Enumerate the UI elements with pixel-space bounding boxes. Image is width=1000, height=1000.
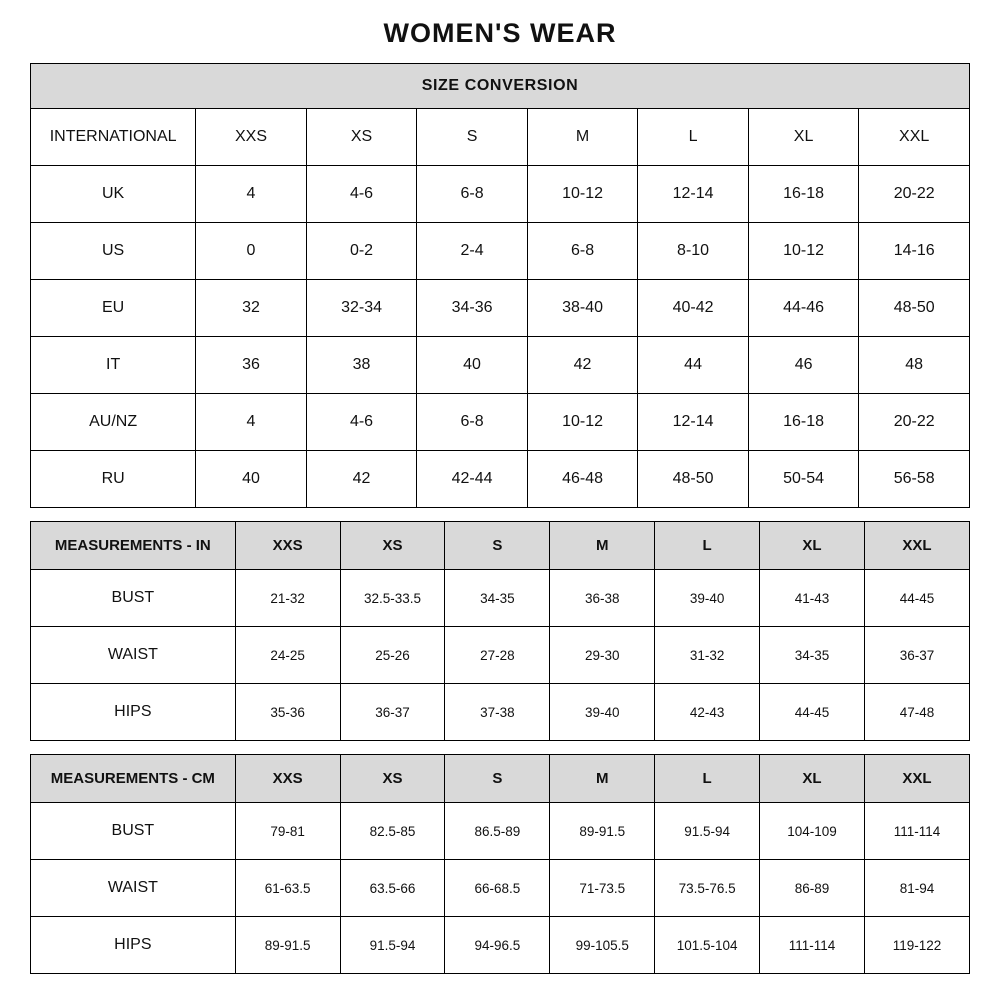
- size-header-cell: M: [550, 522, 655, 570]
- measurement-cell: 82.5-85: [340, 803, 445, 860]
- table-banner-row: [31, 64, 970, 109]
- measurement-cell: 91.5-94: [340, 917, 445, 974]
- size-cell: 20-22: [859, 166, 970, 223]
- measurements-in-title: MEASUREMENTS - IN: [31, 522, 236, 570]
- size-cell: 4-6: [306, 166, 417, 223]
- size-header-cell: XXS: [235, 522, 340, 570]
- row-label: EU: [31, 280, 196, 337]
- size-cell: 10-12: [748, 223, 859, 280]
- table-header-row: [31, 755, 970, 803]
- measurement-cell: 25-26: [340, 627, 445, 684]
- size-cell: 56-58: [859, 451, 970, 508]
- measurement-cell: 36-37: [340, 684, 445, 741]
- size-cell: 42-44: [417, 451, 528, 508]
- measurement-cell: 111-114: [864, 803, 969, 860]
- size-conversion-table: [30, 63, 970, 508]
- measurement-cell: 79-81: [235, 803, 340, 860]
- table-row: [31, 627, 970, 684]
- table-row: [31, 280, 970, 337]
- measurement-cell: 104-109: [760, 803, 865, 860]
- measurements-cm-title: MEASUREMENTS - CM: [31, 755, 236, 803]
- table-row: [31, 803, 970, 860]
- measurement-cell: 66-68.5: [445, 860, 550, 917]
- measurement-cell: 37-38: [445, 684, 550, 741]
- row-label: WAIST: [31, 860, 236, 917]
- measurement-cell: 39-40: [550, 684, 655, 741]
- size-cell: 44: [638, 337, 749, 394]
- size-header-cell: XL: [760, 755, 865, 803]
- measurement-cell: 36-37: [864, 627, 969, 684]
- measurement-cell: 27-28: [445, 627, 550, 684]
- size-cell: 8-10: [638, 223, 749, 280]
- measurement-cell: 101.5-104: [655, 917, 760, 974]
- size-cell: 0-2: [306, 223, 417, 280]
- size-header-cell: XXS: [235, 755, 340, 803]
- size-cell: 40: [196, 451, 307, 508]
- size-cell: 48-50: [859, 280, 970, 337]
- row-label: BUST: [31, 570, 236, 627]
- measurement-cell: 89-91.5: [235, 917, 340, 974]
- size-cell: 38-40: [527, 280, 638, 337]
- table-row: [31, 394, 970, 451]
- size-cell: 16-18: [748, 166, 859, 223]
- size-header-cell: S: [445, 522, 550, 570]
- size-cell: 38: [306, 337, 417, 394]
- measurement-cell: 91.5-94: [655, 803, 760, 860]
- size-header-cell: L: [638, 109, 749, 166]
- measurement-cell: 24-25: [235, 627, 340, 684]
- table-row: [31, 917, 970, 974]
- size-cell: 40: [417, 337, 528, 394]
- size-cell: 6-8: [417, 166, 528, 223]
- size-header-cell: L: [655, 755, 760, 803]
- table-header-row: [31, 522, 970, 570]
- size-cell: 34-36: [417, 280, 528, 337]
- size-cell: 6-8: [527, 223, 638, 280]
- size-cell: 12-14: [638, 166, 749, 223]
- row-label: WAIST: [31, 627, 236, 684]
- row-label: INTERNATIONAL: [31, 109, 196, 166]
- size-header-cell: XS: [306, 109, 417, 166]
- size-cell: 46-48: [527, 451, 638, 508]
- size-cell: 6-8: [417, 394, 528, 451]
- size-cell: 44-46: [748, 280, 859, 337]
- measurement-cell: 29-30: [550, 627, 655, 684]
- size-cell: 10-12: [527, 166, 638, 223]
- size-cell: 42: [306, 451, 417, 508]
- row-label: BUST: [31, 803, 236, 860]
- table-row: [31, 684, 970, 741]
- size-header-cell: XXL: [864, 522, 969, 570]
- size-header-cell: M: [527, 109, 638, 166]
- table-row: [31, 223, 970, 280]
- row-label: AU/NZ: [31, 394, 196, 451]
- size-cell: 4: [196, 166, 307, 223]
- measurement-cell: 34-35: [760, 627, 865, 684]
- size-cell: 16-18: [748, 394, 859, 451]
- size-cell: 36: [196, 337, 307, 394]
- table-row: [31, 337, 970, 394]
- measurement-cell: 61-63.5: [235, 860, 340, 917]
- size-cell: 46: [748, 337, 859, 394]
- measurement-cell: 81-94: [864, 860, 969, 917]
- size-cell: 0: [196, 223, 307, 280]
- measurement-cell: 86-89: [760, 860, 865, 917]
- size-cell: 48-50: [638, 451, 749, 508]
- measurements-cm-table: [30, 754, 970, 974]
- size-header-cell: XL: [748, 109, 859, 166]
- measurement-cell: 86.5-89: [445, 803, 550, 860]
- measurement-cell: 89-91.5: [550, 803, 655, 860]
- size-cell: 32-34: [306, 280, 417, 337]
- size-cell: 4-6: [306, 394, 417, 451]
- size-cell: 10-12: [527, 394, 638, 451]
- measurement-cell: 44-45: [760, 684, 865, 741]
- size-cell: 42: [527, 337, 638, 394]
- table-row: [31, 570, 970, 627]
- measurement-cell: 42-43: [655, 684, 760, 741]
- row-label: UK: [31, 166, 196, 223]
- size-header-cell: XXL: [864, 755, 969, 803]
- size-header-cell: XS: [340, 522, 445, 570]
- row-label: IT: [31, 337, 196, 394]
- size-cell: 48: [859, 337, 970, 394]
- size-header-cell: XS: [340, 755, 445, 803]
- table-header-row: [31, 109, 970, 166]
- measurement-cell: 63.5-66: [340, 860, 445, 917]
- measurements-in-table: [30, 521, 970, 741]
- measurement-cell: 44-45: [864, 570, 969, 627]
- page-title: WOMEN'S WEAR: [383, 18, 617, 48]
- size-cell: 12-14: [638, 394, 749, 451]
- row-label: RU: [31, 451, 196, 508]
- row-label: HIPS: [31, 684, 236, 741]
- size-conversion-title: SIZE CONVERSION: [31, 64, 970, 109]
- measurement-cell: 36-38: [550, 570, 655, 627]
- size-header-cell: XXL: [859, 109, 970, 166]
- table-row: [31, 860, 970, 917]
- measurement-cell: 39-40: [655, 570, 760, 627]
- size-cell: 14-16: [859, 223, 970, 280]
- size-header-cell: XXS: [196, 109, 307, 166]
- table-row: [31, 166, 970, 223]
- size-cell: 32: [196, 280, 307, 337]
- measurement-cell: 31-32: [655, 627, 760, 684]
- measurement-cell: 34-35: [445, 570, 550, 627]
- measurement-cell: 47-48: [864, 684, 969, 741]
- measurement-cell: 94-96.5: [445, 917, 550, 974]
- size-header-cell: S: [445, 755, 550, 803]
- size-cell: 50-54: [748, 451, 859, 508]
- table-row: [31, 451, 970, 508]
- size-cell: 4: [196, 394, 307, 451]
- size-header-cell: M: [550, 755, 655, 803]
- measurement-cell: 71-73.5: [550, 860, 655, 917]
- size-header-cell: S: [417, 109, 528, 166]
- size-header-cell: L: [655, 522, 760, 570]
- measurement-cell: 41-43: [760, 570, 865, 627]
- row-label: US: [31, 223, 196, 280]
- measurement-cell: 73.5-76.5: [655, 860, 760, 917]
- measurement-cell: 35-36: [235, 684, 340, 741]
- measurement-cell: 21-32: [235, 570, 340, 627]
- measurement-cell: 32.5-33.5: [340, 570, 445, 627]
- row-label: HIPS: [31, 917, 236, 974]
- size-cell: 40-42: [638, 280, 749, 337]
- measurement-cell: 99-105.5: [550, 917, 655, 974]
- size-cell: 20-22: [859, 394, 970, 451]
- size-header-cell: XL: [760, 522, 865, 570]
- size-cell: 2-4: [417, 223, 528, 280]
- measurement-cell: 111-114: [760, 917, 865, 974]
- measurement-cell: 119-122: [864, 917, 969, 974]
